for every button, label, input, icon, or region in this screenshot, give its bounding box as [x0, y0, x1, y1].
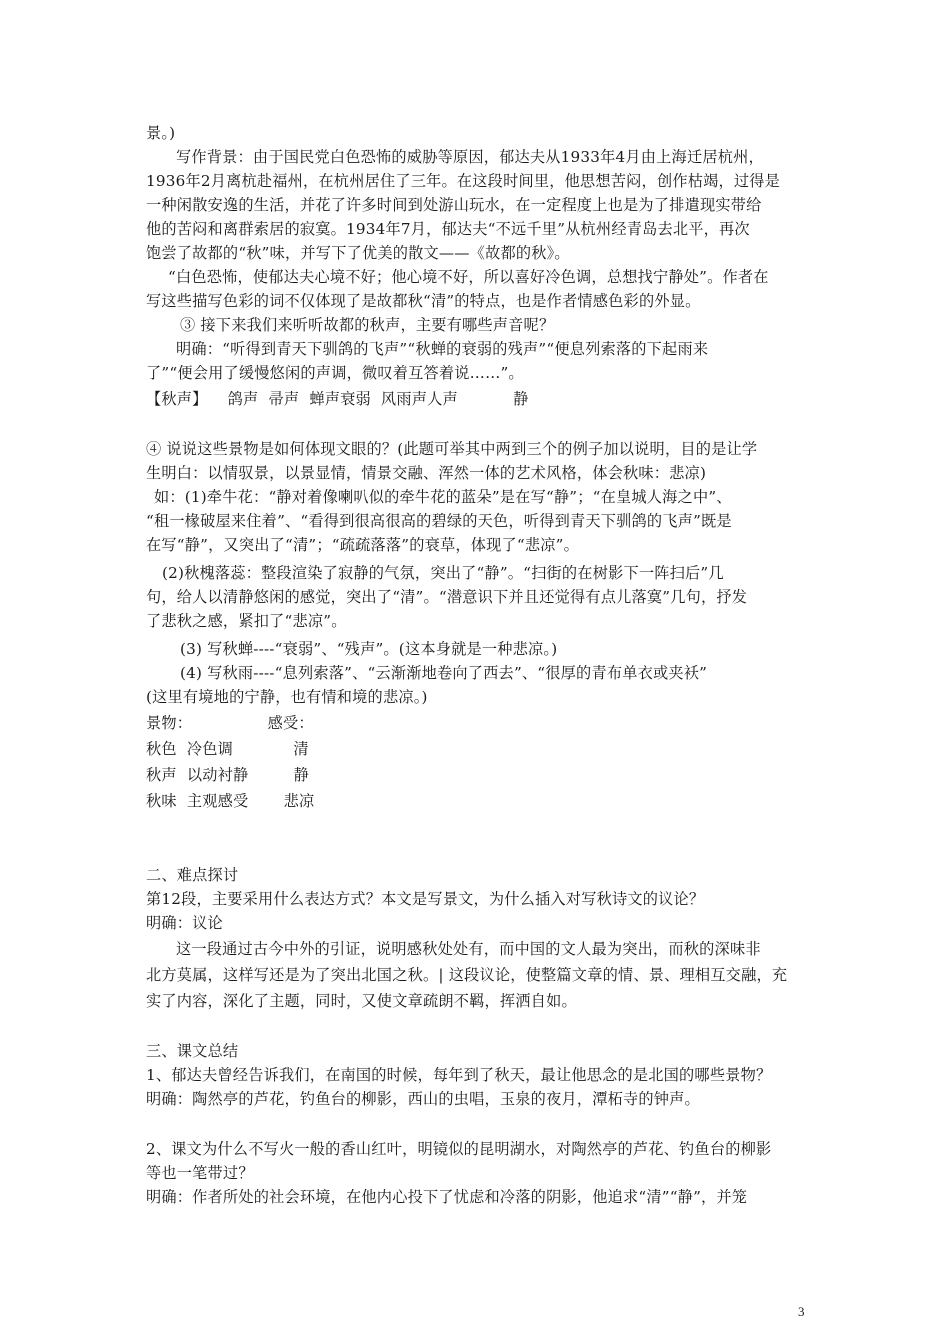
- text-line: 秋味 主观感受 悲凉: [146, 792, 315, 810]
- text-line: 北方莫属，这样写还是为了突出北国之秋。| 这段议论，使整篇文章的情、景、理相互交融，充: [146, 966, 788, 984]
- text-line: 写作背景：由于国民党白色恐怖的威胁等原因，郁达夫从1933年4月由上海迁居杭州，: [176, 148, 764, 166]
- text-line: 了悲秋之感，紧扣了“悲凉”。: [146, 612, 347, 630]
- page-number: 3: [798, 1304, 805, 1319]
- text-line: (3) 写秋蝉----“衰弱”、“残声”。(这本身就是一种悲凉。): [180, 640, 558, 658]
- text-line: (4) 写秋雨----“息列索落”、“云渐渐地卷向了西去”、“很厚的青布单衣或夹袄”: [180, 664, 708, 682]
- text-line: 1、郁达夫曾经告诉我们，在南国的时候，每年到了秋天，最让他思念的是北国的哪些景物？: [146, 1066, 772, 1084]
- text-line: 秋声 以动衬静 静: [146, 766, 310, 784]
- text-line: 【秋声】 鸽声 帚声 蝉声衰弱 风雨声人声 静: [146, 390, 529, 408]
- text-line: 饱尝了故都的“秋”味，并写下了优美的散文——《故都的秋》。: [146, 244, 570, 262]
- text-line: “白色恐怖，使郁达夫心境不好；他心境不好，所以喜好冷色调，总想找宁静处”。作者在: [168, 268, 769, 286]
- text-line: 景。): [146, 124, 176, 142]
- text-line: (这里有境地的宁静，也有情和境的悲凉。): [146, 688, 428, 706]
- text-line: 他的苦闷和离群索居的寂寞。1934年7月，郁达夫“不远千里”从杭州经青岛去北平，再次: [146, 220, 750, 238]
- text-line: 写这些描写色彩的词不仅体现了是故都秋“清”的特点，也是作者情感色彩的外显。: [146, 292, 701, 310]
- text-line: 一种闲散安逸的生活，并花了许多时间到处游山玩水，在一定程度上也是为了排遣现实带给: [146, 196, 762, 214]
- text-line: 句，给人以清静悠闲的感觉，突出了“清”。“潜意识下并且还觉得有点儿落寞”几句，抒发: [146, 588, 748, 606]
- text-line: ④ 说说这些景物是如何体现文眼的？(此题可举其中两到三个的例子加以说明，目的是让学: [146, 440, 758, 458]
- text-line: (2)秋槐落蕊：整段渲染了寂静的气氛，突出了“静”。“扫街的在树影下一阵扫后”几: [162, 564, 724, 582]
- text-line: 如：(1)牵牛花：“静对着像喇叭似的牵牛花的蓝朵”是在写“静”；“在皇城人海之中”、: [154, 488, 732, 506]
- text-line: 在写“静”，又突出了“清”；“疏疏落落”的衰草，体现了“悲凉”。: [146, 536, 580, 554]
- text-line: ③ 接下来我们来听听故都的秋声，主要有哪些声音呢？: [180, 316, 555, 334]
- text-line: 了”“便会用了缓慢悠闲的声调，微叹着互答着说……”。: [146, 364, 524, 382]
- text-line: 秋色 冷色调 清: [146, 740, 309, 758]
- text-line: 实了内容，深化了主题，同时，又使文章疏朗不羁，挥洒自如。: [146, 992, 577, 1010]
- text-line: 2、课文为什么不写火一般的香山红叶，明镜似的昆明湖水，对陶然亭的芦花、钓鱼台的柳影: [146, 1140, 772, 1158]
- text-line: 明确：陶然亭的芦花，钓鱼台的柳影，西山的虫唱，玉泉的夜月，潭柘寺的钟声。: [146, 1090, 700, 1108]
- text-line: 二、难点探讨: [146, 866, 239, 884]
- text-line: 这一段通过古今中外的引证，说明感秋处处有，而中国的文人最为突出，而秋的深味非: [176, 940, 761, 958]
- text-line: 明确：“听得到青天下驯鸽的飞声”“秋蝉的衰弱的残声”“便息列索落的下起雨来: [176, 340, 709, 358]
- text-line: 三、课文总结: [146, 1042, 239, 1060]
- text-line: 等也一笔带过？: [146, 1164, 254, 1182]
- text-line: 明确：作者所处的社会环境，在他内心投下了忧虑和冷落的阴影，他追求“清”“静”，并笼: [146, 1188, 748, 1206]
- text-line: 第12段，主要采用什么表达方式？本文是写景文，为什么插入对写秋诗文的议论？: [146, 890, 705, 908]
- text-line: 生明白：以情驭景，以景显情，情景交融、浑然一体的艺术风格，体会秋味：悲凉): [146, 464, 707, 482]
- text-line: 明确：议论: [146, 914, 223, 932]
- text-line: 景物： 感受：: [146, 714, 314, 732]
- text-line: “租一椽破屋来住着”、“看得到很高很高的碧绿的天色，听得到青天下驯鸽的飞声”既是: [146, 512, 732, 530]
- text-line: 1936年2月离杭赴福州，在杭州居住了三年。在这段时间里，他思想苦闷，创作枯竭，过得是: [146, 172, 781, 190]
